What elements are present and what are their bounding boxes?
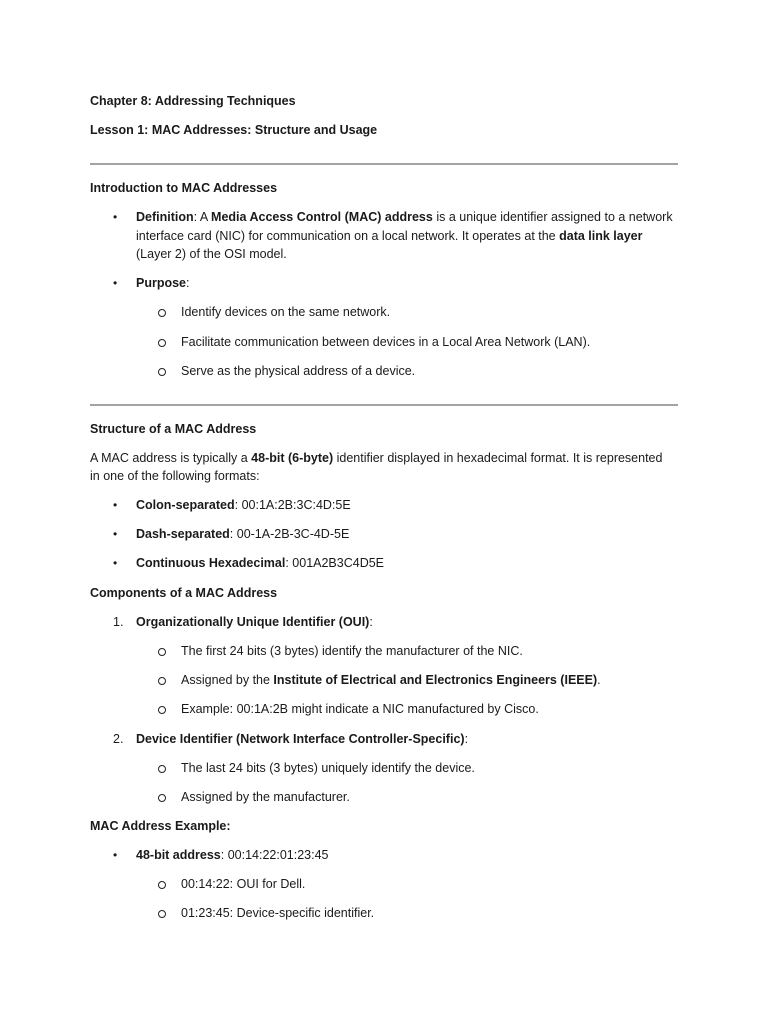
structure-paragraph-line-1 [90,450,662,466]
hollow-bullet-icon [158,794,166,802]
bullet-icon: • [113,276,118,290]
bullet-icon: • [113,527,118,541]
oui-item2-term: Institute of Electrical and Electronics Engineers (IEEE) [273,673,598,687]
oui-item [181,672,601,688]
definition-line2-text: interface card (NIC) for communication on a local network. It operates at the [136,229,560,243]
structure-text-b: identifier displayed in hexadecimal format. It is represented [333,451,663,465]
device-item: The last 24 bits (3 bytes) uniquely identify the device. [181,761,475,775]
section-divider [90,404,678,406]
format-item [136,497,351,513]
format-item [136,526,349,542]
hollow-bullet-icon [158,910,166,918]
example-heading: MAC Address Example: [90,819,231,833]
definition-line-2 [136,228,642,244]
oui-item: Example: 00:1A:2B might indicate a NIC manufactured by Cisco. [181,702,539,716]
bullet-icon: • [113,498,118,512]
structure-paragraph-line-2: in one of the following formats: [90,469,260,483]
device-item: Assigned by the manufacturer. [181,790,350,804]
purpose-line [136,275,190,291]
device-line [136,731,468,747]
definition-line2-term: data link layer [559,229,643,243]
hollow-bullet-icon [158,339,166,347]
purpose-colon: : [186,276,190,290]
oui-item2-end: . [597,673,601,687]
definition-line-1 [136,209,673,225]
oui-colon: : [369,615,373,629]
format-item [136,555,384,571]
purpose-label: Purpose [136,276,187,290]
purpose-item: Identify devices on the same network. [181,305,391,319]
list-number: 1. [113,615,124,629]
format-label: Colon-separated [136,498,235,512]
bullet-icon: • [113,210,118,224]
hollow-bullet-icon [158,706,166,714]
hollow-bullet-icon [158,881,166,889]
format-label: Continuous Hexadecimal [136,556,286,570]
format-value: : 001A2B3C4D5E [285,556,385,570]
structure-heading: Structure of a MAC Address [90,422,257,436]
section-divider [90,163,678,165]
oui-item: The first 24 bits (3 bytes) identify the manufacturer of the NIC. [181,644,523,658]
definition-line-3: (Layer 2) of the OSI model. [136,247,287,261]
hollow-bullet-icon [158,765,166,773]
format-label: Dash-separated [136,527,230,541]
example-value: : 00:14:22:01:23:45 [220,848,329,862]
hollow-bullet-icon [158,677,166,685]
example-label: 48-bit address [136,848,221,862]
intro-heading: Introduction to MAC Addresses [90,181,278,195]
example-line [136,847,329,863]
hollow-bullet-icon [158,648,166,656]
definition-label: Definition [136,210,194,224]
definition-text-a: : A [193,210,212,224]
structure-text-a: A MAC address is typically a [90,451,252,465]
purpose-item: Serve as the physical address of a device. [181,364,416,378]
structure-term: 48-bit (6-byte) [251,451,334,465]
chapter-title: Chapter 8: Addressing Techniques [90,94,296,108]
oui-label: Organizationally Unique Identifier (OUI) [136,615,370,629]
oui-item2-text: Assigned by the [181,673,274,687]
lesson-title: Lesson 1: MAC Addresses: Structure and Usage [90,123,378,137]
hollow-bullet-icon [158,309,166,317]
definition-text-b: is a unique identifier assigned to a network [432,210,673,224]
hollow-bullet-icon [158,368,166,376]
oui-line [136,614,373,630]
example-item: 00:14:22: OUI for Dell. [181,877,306,891]
bullet-icon: • [113,556,118,570]
list-number: 2. [113,732,124,746]
bullet-icon: • [113,848,118,862]
device-label: Device Identifier (Network Interface Controller-Specific) [136,732,465,746]
example-item: 01:23:45: Device-specific identifier. [181,906,375,920]
purpose-item: Facilitate communication between devices in a Local Area Network (LAN). [181,335,591,349]
components-heading: Components of a MAC Address [90,586,278,600]
format-value: : 00:1A:2B:3C:4D:5E [234,498,351,512]
definition-term: Media Access Control (MAC) address [211,210,433,224]
format-value: : 00-1A-2B-3C-4D-5E [229,527,350,541]
device-colon: : [464,732,469,746]
